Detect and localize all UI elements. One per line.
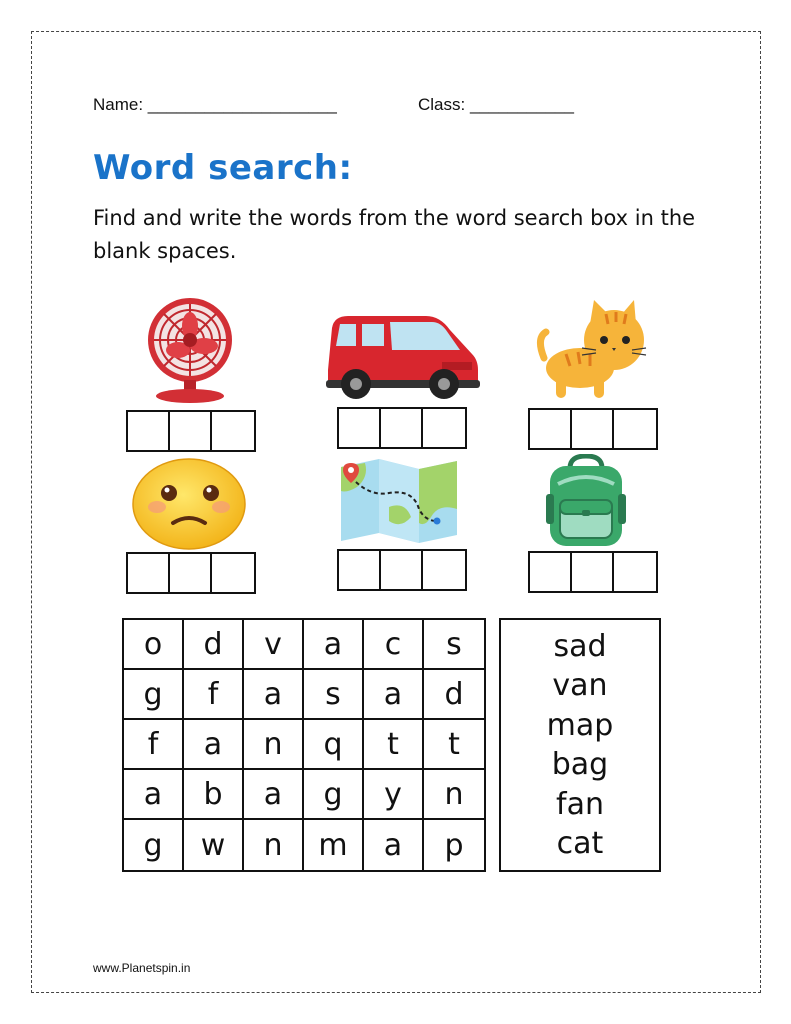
grid-letter[interactable]: a (124, 770, 184, 820)
van-icon (322, 310, 480, 402)
grid-letter[interactable]: d (424, 670, 484, 720)
grid-letter[interactable]: q (304, 720, 364, 770)
answer-cell[interactable] (381, 409, 423, 447)
grid-letter[interactable]: n (244, 820, 304, 870)
answer-cell[interactable] (128, 554, 170, 592)
grid-letter[interactable]: c (364, 620, 424, 670)
answer-boxes-map[interactable] (337, 549, 467, 591)
grid-letter[interactable]: w (184, 820, 244, 870)
sad-face-icon (131, 457, 247, 551)
grid-letter[interactable]: a (184, 720, 244, 770)
grid-letter[interactable]: g (124, 670, 184, 720)
grid-letter[interactable]: y (364, 770, 424, 820)
word-list-item: van (552, 668, 608, 703)
answer-cell[interactable] (212, 554, 254, 592)
grid-letter[interactable]: b (184, 770, 244, 820)
answer-cell[interactable] (128, 412, 170, 450)
grid-letter[interactable]: t (364, 720, 424, 770)
instructions: Find and write the words from the word search box in the blank spaces. (93, 206, 696, 263)
grid-letter[interactable]: a (364, 670, 424, 720)
word-list-item: fan (556, 786, 604, 822)
answer-cell[interactable] (212, 412, 254, 450)
grid-letter[interactable]: g (124, 820, 184, 870)
grid-letter[interactable]: m (304, 820, 364, 870)
footer-url: www.Planetspin.in (93, 961, 191, 975)
grid-letter[interactable]: n (244, 720, 304, 770)
grid-letter[interactable]: a (364, 820, 424, 870)
answer-cell[interactable] (339, 409, 381, 447)
grid-letter[interactable]: a (244, 670, 304, 720)
answer-cell[interactable] (170, 412, 212, 450)
grid-letter[interactable]: v (244, 620, 304, 670)
word-search-grid (122, 618, 486, 872)
grid-letter[interactable]: o (124, 620, 184, 670)
answer-cell[interactable] (572, 410, 614, 448)
word-list-item: cat (556, 826, 604, 861)
answer-cell[interactable] (381, 551, 423, 589)
grid-letter[interactable]: s (424, 620, 484, 670)
grid-letter[interactable]: p (444, 827, 464, 863)
word-list-item: map (546, 707, 614, 743)
answer-boxes-cat[interactable] (528, 408, 658, 450)
answer-cell[interactable] (339, 551, 381, 589)
answer-boxes-sad[interactable] (126, 552, 256, 594)
grid-letter[interactable]: s (304, 670, 364, 720)
bag-icon (544, 454, 628, 548)
grid-letter[interactable]: a (304, 620, 364, 670)
word-list-item: bag (551, 747, 609, 782)
grid-letter[interactable]: f (124, 720, 184, 770)
fan-icon (140, 296, 240, 404)
answer-cell[interactable] (614, 410, 656, 448)
answer-cell[interactable] (530, 410, 572, 448)
cat-icon (536, 298, 648, 402)
answer-cell[interactable] (614, 553, 656, 591)
word-list (499, 618, 661, 872)
answer-cell[interactable] (423, 409, 465, 447)
grid-letter[interactable]: f (184, 670, 244, 720)
answer-boxes-bag[interactable] (528, 551, 658, 593)
answer-cell[interactable] (170, 554, 212, 592)
grid-letter[interactable]: g (304, 770, 364, 820)
name-field[interactable]: Name: ____________________ (93, 95, 337, 114)
answer-boxes-van[interactable] (337, 407, 467, 449)
class-field[interactable]: Class: ___________ (418, 95, 574, 114)
answer-cell[interactable] (530, 553, 572, 591)
grid-letter[interactable]: d (184, 620, 244, 670)
word-list-item: sad (553, 628, 607, 664)
answer-cell[interactable] (572, 553, 614, 591)
answer-boxes-fan[interactable] (126, 410, 256, 452)
grid-letter[interactable]: n (424, 770, 484, 820)
grid-letter[interactable]: a (244, 770, 304, 820)
page-title: Word search: (93, 148, 353, 188)
map-icon (339, 457, 459, 545)
answer-cell[interactable] (423, 551, 465, 589)
grid-letter[interactable]: t (424, 720, 484, 770)
